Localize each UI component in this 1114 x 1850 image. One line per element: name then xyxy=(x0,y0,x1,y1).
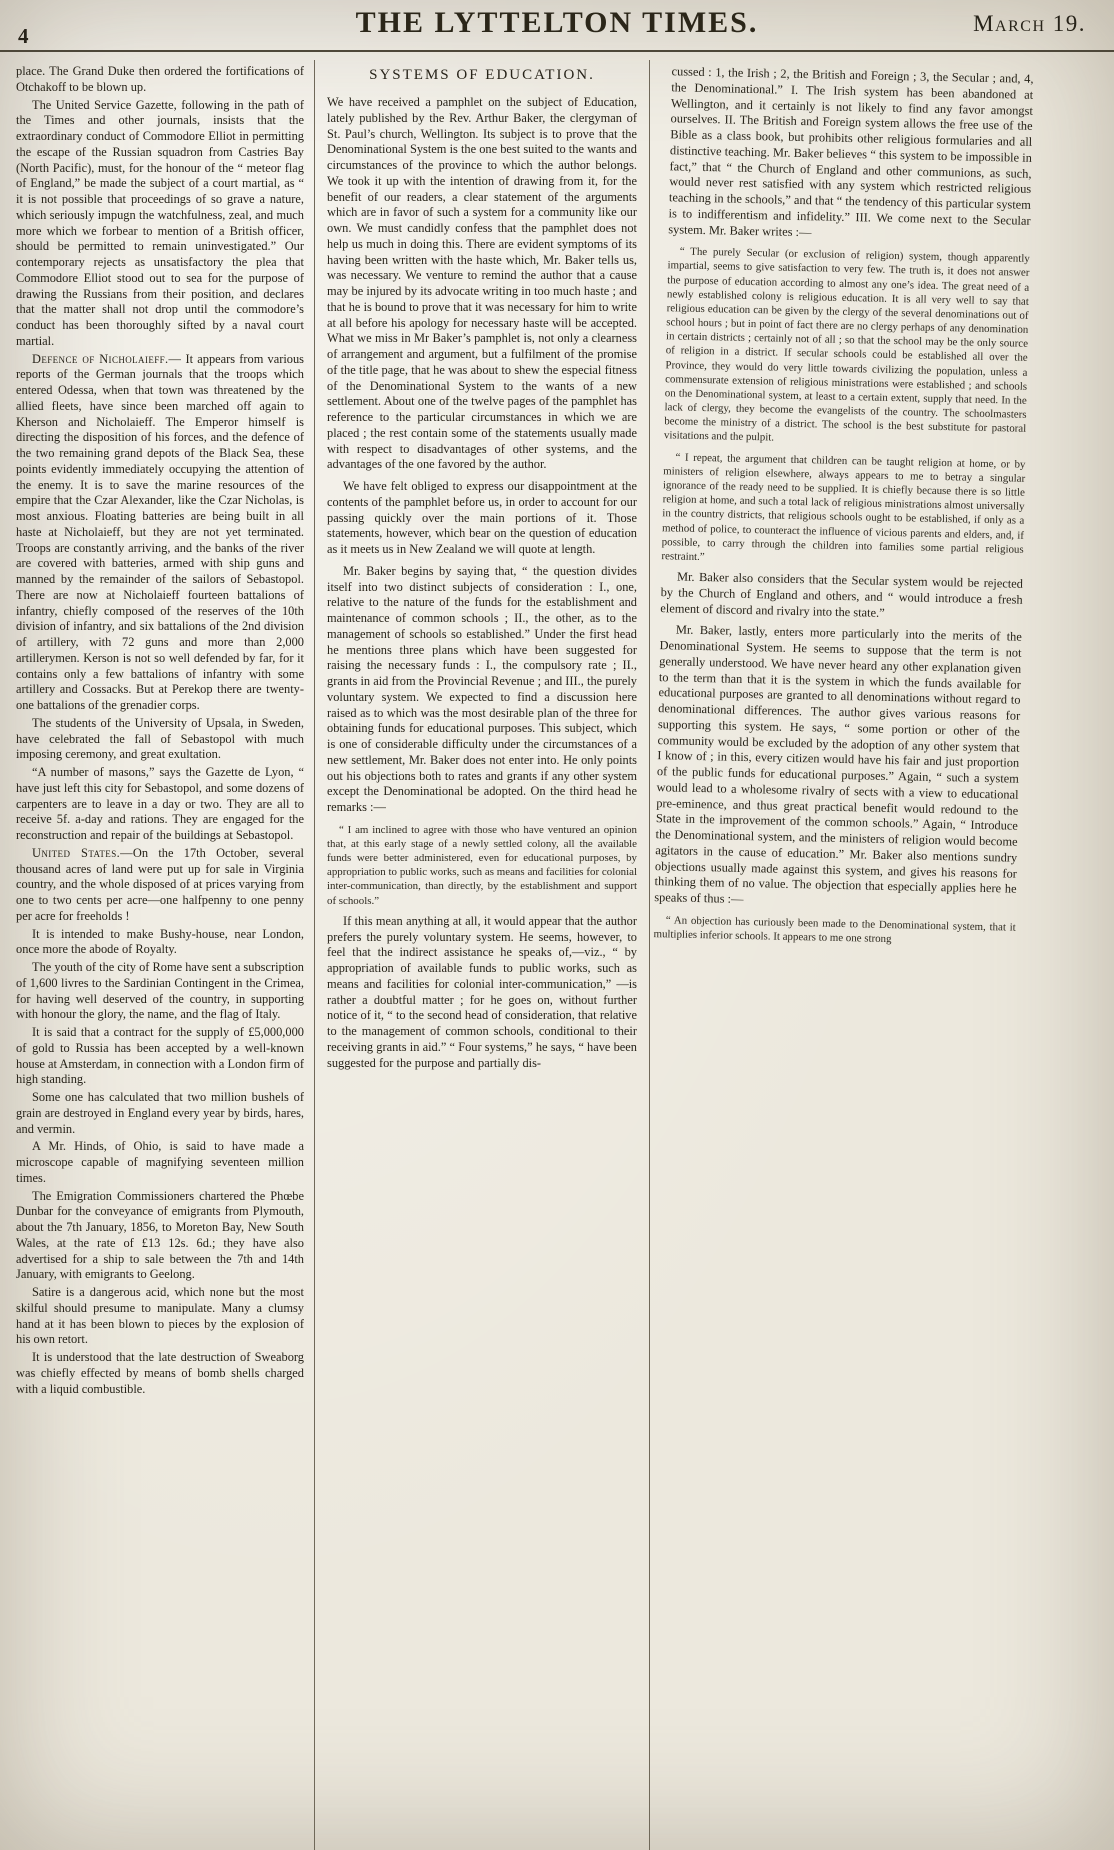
news-paragraph: Satire is a dangerous acid, which none but the most skilful should presume to manipulate. Many a clumsy hand at it has been blown to pieces by the explosion of his own retort. xyxy=(16,1285,304,1347)
article-paragraph: Mr. Baker, lastly, enters more particularly into the merits of the Denominational System. He seems to suppose that the term is not generally understood. We have never heard any other explanation given to the term than that it is the system in which the funds available for educational purposes are granted to all denominations without regard to denominational differences. The author gives various reasons for supporting this system. He says, “ some portion or other of the community would be excluded by the adoption of any other system that I know of ; in this, every citizen would have his fair and just proportion of the public funds for educational purposes.” Again, “ such a system would lead to a wholesome rivalry of sects with a view to educational pre-eminence, and thus great practical benefit would redound to the State in the improvement of the common schools.” Again, “ Introduce the Denominational system, and the ministers of religion would become agitators in the cause of education.” Mr. Baker also mentions sundry objections usually made against this system, and gives his reasons for thinking them of no value. The objection that especially applies here he speaks of thus :— xyxy=(654,622,1022,907)
quoted-extract: “ I am inclined to agree with those who have ventured an opinion that, at this early stage of a newly settled colony, all the available funds were better administered, even for educational purposes, by appropriation to public works, such as means and facilities for colonial inter-communication, than directly, by the establishment and support of schools.” xyxy=(327,823,637,907)
news-paragraph: It is said that a contract for the supply of £5,000,000 of gold to Russia has been accepted by a well-known house at Amsterdam, in connection with a London firm of high standing. xyxy=(16,1025,304,1087)
news-paragraph: A Mr. Hinds, of Ohio, is said to have made a microscope capable of magnifying seventeen million times. xyxy=(16,1139,304,1185)
section-lead: United States.— xyxy=(32,845,133,860)
article-heading: SYSTEMS OF EDUCATION. xyxy=(369,67,595,83)
paragraph-text: On the 17th October, several thousand acres of land were put up for sale in Virginia country, and the whole disposed of at prices varying from one to two cents per acre—one halfpenny to one penny per acre for freeholds ! xyxy=(16,845,304,923)
column-1 xyxy=(14,60,314,1850)
news-paragraph: place. The Grand Duke then ordered the fortifications of Otchakoff to be blown up. xyxy=(16,64,304,94)
article-paragraph: Mr. Baker begins by saying that, “ the question divides itself into two distinct subjects of consideration : I., one, relative to the nature of the funds for the establishment and maintenance of common schools ; II., the other, as to the management of schools so established.” Under the first head he mentions three plans which have been suggested for raising the necessary funds : I., the compulsory rate ; II., grants in aid from the Provincial Revenue ; and III., the purely voluntary system. We expected to find a discussion here raised as to which was the most desirable plan of the three for obtaining funds for educational purposes. This subject, which is one of considerable difficulty under the circumstances of a new settlement, Mr. Baker does not enter into. He only points out his objections both to rates and grants if any other system except the Denominational be adopted. On the third head he remarks :— xyxy=(327,563,637,815)
quoted-extract: “ I repeat, the argument that children can be taught religion at home, or by ministers of religion elsewhere, always appears to me to betray a singular ignorance of the ready need to be supplied. It is chiefly because there is so little religion at home, and such a total lack of religious ministrations almost universally in the country districts, that religious schools ought to be established, if only as a method of police, to counteract the influence of vicious parents and elders, and, if possible, to carry through the children into families some partial religious restraint.” xyxy=(661,451,1026,563)
news-paragraph: It is understood that the late destruction of Sweaborg was chiefly effected by means of bomb shells charged with a liquid combustible. xyxy=(16,1350,304,1396)
column-3-content xyxy=(653,64,1033,949)
paragraph-text: It appears from various reports of the German journals that the troops which entered Odessa, when that town was threatened by the allied fleets, have since been marched off again to Kherson and Nicholaieff. The Emperor himself is directing the disposition of his forces, and the defence of the two remaining grand depots of the Black Sea, these points evidently immediately occupying the attention of the enemy. It is to save the marine resources of the empire that the Czar Alexander, like the Czar Nicholas, is most anxious. Floating batteries are being built in all haste at Nicholaieff, but they are not yet terminated. Troops are constantly arriving, and the banks of the river are covered with batteries, armed with ship guns and manned by the remainder of the sailors of Sebastopol. There are now at Nicholaieff fourteen battalions of infantry, chiefly composed of the reserves of the 10th division of infantry, and six battalions of the 2nd division of artillery, with 72 guns and more than 2,000 artillerymen. Kerson is not so well defended by far, for it contains only a few battalions of infantry with some artillery and Cossacks. But at Perekop there are twenty-one battalions of the grenadier corps. xyxy=(16,351,305,712)
news-paragraph xyxy=(16,352,304,714)
news-paragraph: The United Service Gazette, following in the path of the Times and other journals, insists that the extraordinary conduct of Commodore Elliot in permitting the escape of the Russian squadron from Castries Bay (North Pacific), must, for the honour of the “ meteor flag of England,” be made the subject of a court martial, as “ it is not possible that proceedings of so grave a nature, which seriously impugn the watchfulness, zeal, and much more which we forbear to mention of a British officer, should be permitted to remain uninvestigated.” Our contemporary rejects as unsatisfactory the plea that Commodore Elliot stood out to sea for the purpose of drawing the Russians from their position, and declares that the matter shall not drop until the commodore’s conduct has been thoroughly sifted by a naval court martial. xyxy=(16,97,304,348)
news-paragraph xyxy=(16,846,304,925)
article-paragraph: We have felt obliged to express our disappointment at the contents of the pamphlet before us, in order to account for our passing quickly over the main portions of it. Those statements, however, which bear on the question of education as it meets us in New Zealand we will quote at length. xyxy=(327,479,637,557)
column-container xyxy=(0,52,1114,1850)
article-paragraph: cussed : 1, the Irish ; 2, the British and Foreign ; 3, the Secular ; and, 4, the Denominational.” I. The Irish system has been abandoned at Wellington, and it certainly is not likely to find any favor amongst ourselves. II. The British and Foreign system allows the free use of the Bible as a class book, but prohibits other religious formularies and all distinctive teaching. Mr. Baker believes “ this system to be impossible in fact,” that “ the Church of England and other communions, as such, would never rest satisfied with any system which restricted religious teaching in the schools,” and that “ the tendency of this particular system is to indifferentism and infidelity.” III. We come next to the Secular system. Mr. Baker writes :— xyxy=(668,64,1034,239)
news-paragraph: The youth of the city of Rome have sent a subscription of 1,600 livres to the Sardinian Contingent in the Crimea, for having well deserved of the country, in supporting with honour the glory, the name, and the flag of Italy. xyxy=(16,960,304,1022)
news-paragraph: It is intended to make Bushy-house, near London, once more the abode of Royalty. xyxy=(16,926,304,957)
page-number: 4 xyxy=(18,24,29,48)
news-paragraph: The students of the University of Upsala, in Sweden, have celebrated the fall of Sebastopol with much imposing ceremony, and great exultation. xyxy=(16,715,304,762)
quoted-extract: “ The purely Secular (or exclusion of religion) system, though apparently impartial, seems to give satisfaction to very few. The truth is, it does not answer the purpose of education according to almost any one’s idea. The great need of a newly established colony is religious education. It is all very well to say that religious education can be given by the clergy of the several denominations out of school hours ; but in point of fact there are no clergy perhaps of any denomination in certain districts ; certainly not of all ; so that the school may be the only source of religion in a district. If secular schools could be established all over the Province, they would do very little towards civilizing the population, unless a commensurate extension of religious ministrations were established ; and schools on the Denominational system, at least to a certain extent, supply that need. In the lack of clergy, they become the evangelists of the country. The schoolmasters become the ministry of a district. The school is the best substitute for pastoral visitations and the pulpit. xyxy=(663,245,1030,444)
article-paragraph: Mr. Baker also considers that the Secular system would be rejected by the Church of England and others, and “ would introduce a fresh element of discord and rivalry into the state.” xyxy=(660,569,1024,620)
news-paragraph: Some one has calculated that two million bushels of grain are destroyed in England every year by birds, hares, and vermin. xyxy=(16,1090,304,1136)
section-lead: Defence of Nicholaieff.— xyxy=(32,351,182,366)
masthead: THE LYTTELTON TIMES. xyxy=(355,6,759,39)
article-paragraph: If this mean anything at all, it would appear that the author prefers the purely voluntary system. He seems, however, to feel that the indirect assistance he speaks of,—viz., “ by appropriation of available funds to public works, such as means and facilities for colonial inter-communication,” —is rather a doubtful matter ; for he goes on, without further notice of it, “ to the second head of consideration, that relative to the management of common schools, conditional to their receiving grants in aid.” “ Four systems,” he says, “ have been suggested for the purpose and partially dis- xyxy=(327,913,637,1070)
issue-date: March 19. xyxy=(973,11,1086,36)
page-header xyxy=(0,0,1114,52)
quoted-extract: “ An objection has curiously been made to the Denominational system, that it multiplies inferior schools. It appears to me one strong xyxy=(653,914,1016,946)
column-2 xyxy=(314,60,650,1850)
article-paragraph: We have received a pamphlet on the subject of Education, lately published by the Rev. Arthur Baker, the clergyman of St. Paul’s church, Wellington. Its subject is to prove that the Denominational System is the one best suited to the wants and circumstances of the province to which the author belongs. We took it up with the intention of drawing from it, for the benefit of our readers, a clear statement of the arguments which are in favor of such a system for a community like our own. We must candidly confess that the pamphlet does not help us much in doing this. There are evident symptoms of its having been written with the haste which, Mr. Baker tells us, was necessary. We venture to remind the author that a cause may be injured by its advocate writing in too much haste ; and that he is bound to prove that it was necessary for him to write at all before his apology for necessary haste will be accepted. What we miss in Mr Baker’s pamphlet is, not only a clearness of arrangement and argument, but a fulfilment of the promise of the title page, that he was about to shew the especial fitness of the Denominational System to the wants of a new settlement. About one of the twelve pages of the pamphlet has reference to the particular circumstances in which we are placed ; the rest contain some of the statements usually made with respect to disadvantages of other systems, and the advantages of the one favored by the author. xyxy=(327,95,637,472)
column-3 xyxy=(650,60,1032,1850)
news-paragraph: “A number of masons,” says the Gazette de Lyon, “ have just left this city for Sebastopol, and some dozens of carpenters are to leave in a day or two. They are all to receive 5f. a-day and rations. They are engaged for the reconstruction and repair of the buildings at Sebastopol. xyxy=(16,765,304,842)
news-paragraph: The Emigration Commissioners chartered the Phœbe Dunbar for the conveyance of emigrants from Plymouth, about the 7th January, 1856, to Moreton Bay, New South Wales, at the rate of £13 12s. 6d.; they have also advertised for a ship to sale between the 7th and 14th January, with emigrants to Geelong. xyxy=(16,1188,304,1282)
